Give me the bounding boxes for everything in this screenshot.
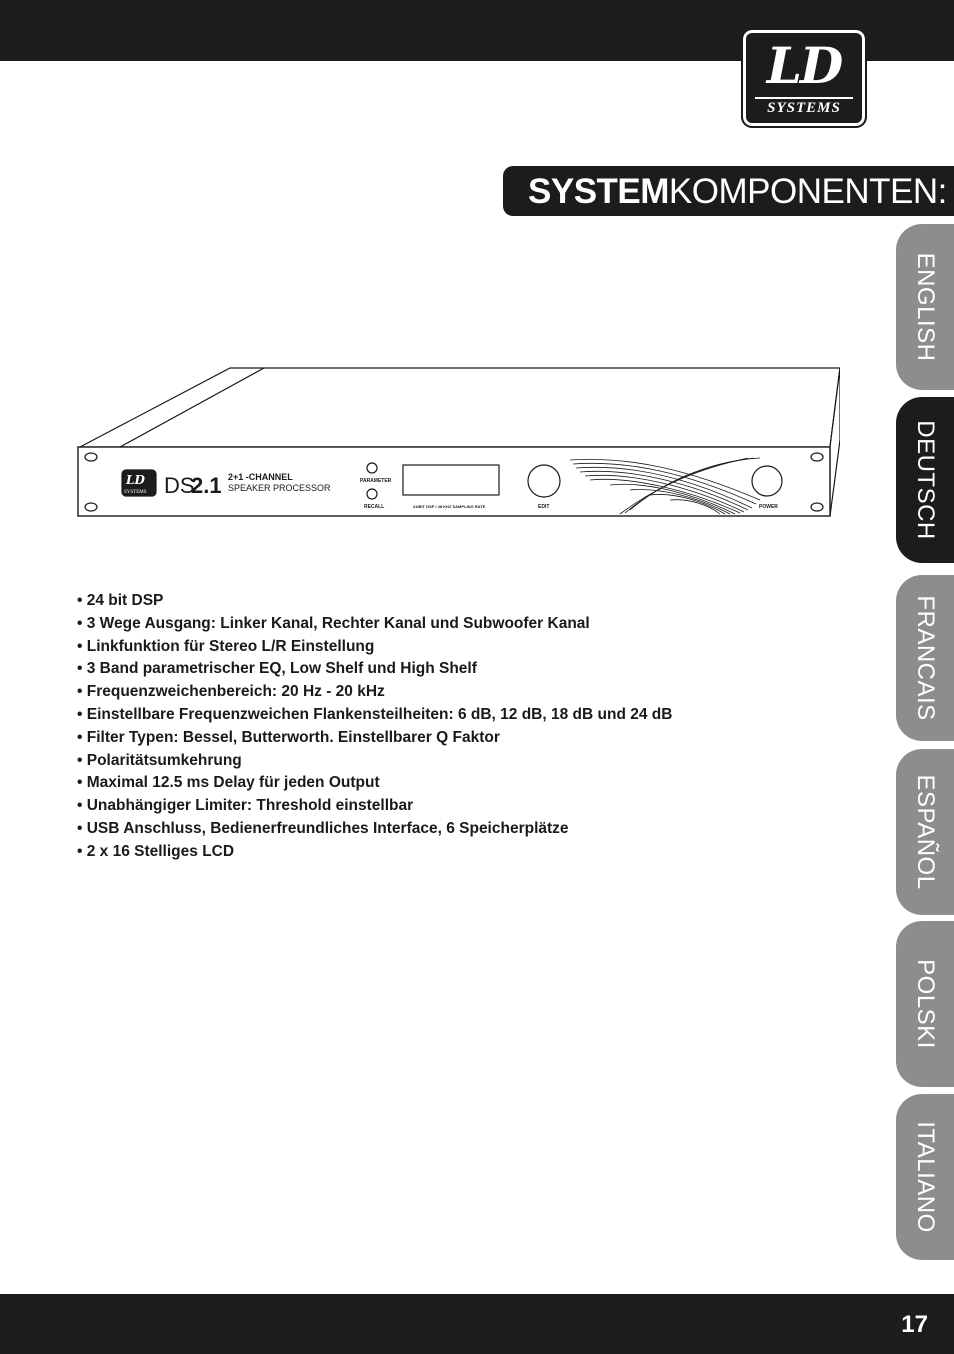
ds21-device-illustration <box>70 360 840 530</box>
tab-italiano[interactable] <box>896 1094 954 1260</box>
tab-label: DEUTSCH <box>912 420 939 540</box>
device-top-surface <box>80 368 840 447</box>
feature-item: • 24 bit DSP <box>77 590 672 613</box>
page-number: 17 <box>901 1311 928 1338</box>
device-description: SPEAKER PROCESSOR <box>228 483 331 493</box>
tab-espanol[interactable] <box>896 749 954 915</box>
device-channels: 2+1 -CHANNEL <box>228 472 293 482</box>
tab-deutsch[interactable] <box>896 397 954 563</box>
power-label: POWER <box>759 504 778 510</box>
feature-item: • Unabhängiger Limiter: Threshold einstellbar <box>77 795 672 818</box>
feature-item: • 2 x 16 Stelliges LCD <box>77 841 672 864</box>
section-title-banner <box>503 166 954 216</box>
device-model-prefix: DS <box>164 473 195 498</box>
title-bold-part: SYSTEM <box>528 172 669 211</box>
feature-item: • USB Anschluss, Bedienerfreundliches Interface, 6 Speicherplätze <box>77 818 672 841</box>
edit-label: EDIT <box>538 504 550 510</box>
tab-label: POLSKI <box>912 959 939 1049</box>
device-logo-sub: SYSTEMS <box>124 490 147 495</box>
device-logo-text: LD <box>126 473 145 487</box>
tab-label: ESPAÑOL <box>912 774 939 890</box>
logo-main-text: LD <box>766 36 842 95</box>
feature-item: • Einstellbare Frequenzweichen Flankensteilheiten: 6 dB, 12 dB, 18 dB und 24 dB <box>77 704 672 727</box>
tab-label: FRANCAIS <box>912 595 939 721</box>
ld-systems-logo <box>741 28 867 128</box>
tab-francais[interactable] <box>896 575 954 741</box>
bottom-bar <box>0 1294 954 1354</box>
feature-item: • Filter Typen: Bessel, Butterworth. Einstellbarer Q Faktor <box>77 727 672 750</box>
logo-sub-text: SYSTEMS <box>755 97 853 117</box>
lcd-caption: 24/BIT DSP / 48 KHZ SAMPLING RATE <box>413 504 486 509</box>
tab-english[interactable] <box>896 224 954 390</box>
recall-label: RECALL <box>364 504 385 510</box>
feature-item: • Maximal 12.5 ms Delay für jeden Output <box>77 772 672 795</box>
page-title <box>528 172 947 212</box>
tab-label: ENGLISH <box>912 252 939 362</box>
tab-label: ITALIANO <box>912 1121 939 1233</box>
feature-item: • 3 Band parametrischer EQ, Low Shelf und High Shelf <box>77 658 672 681</box>
feature-item: • 3 Wege Ausgang: Linker Kanal, Rechter Kanal und Subwoofer Kanal <box>77 613 672 636</box>
feature-item: • Frequenzweichenbereich: 20 Hz - 20 kHz <box>77 681 672 704</box>
feature-item: • Linkfunktion für Stereo L/R Einstellung <box>77 636 672 659</box>
feature-list <box>77 590 672 864</box>
device-model-number: 2.1 <box>191 473 222 498</box>
title-regular-part: KOMPONENTEN: <box>668 172 947 211</box>
parameter-label: PARAMETER <box>360 478 392 484</box>
tab-polski[interactable] <box>896 921 954 1087</box>
feature-item: • Polaritätsumkehrung <box>77 750 672 773</box>
